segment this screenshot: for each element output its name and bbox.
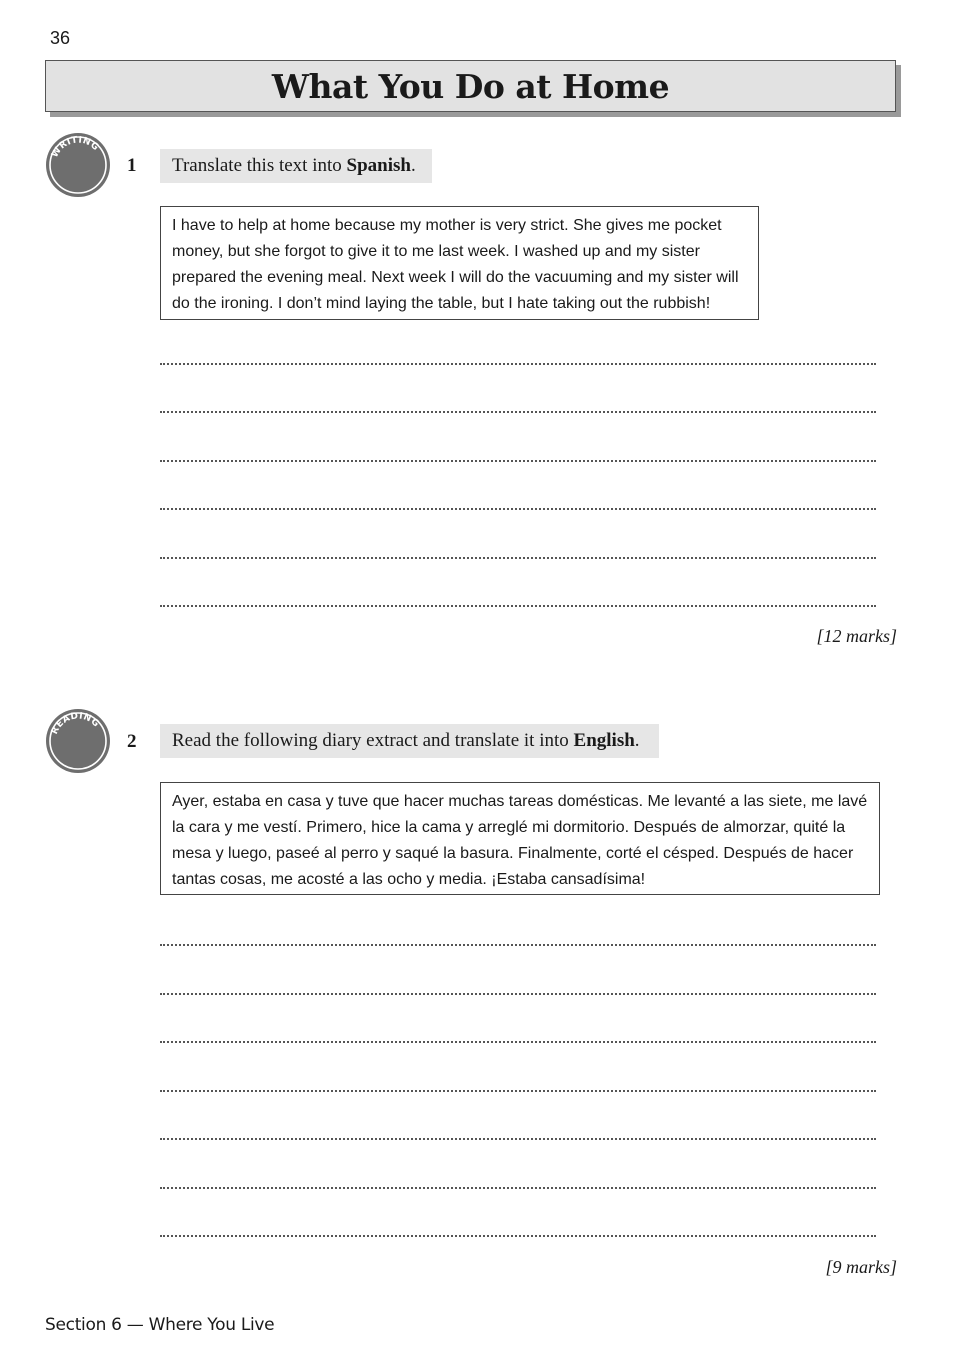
- source-text-box: Ayer, estaba en casa y tuve que hacer muchas tareas domésticas. Me levanté a las siete, me lavé la cara y me vestí. Primero, hice la cama y arreglé mi dormitorio. Después de almorzar, quité la mesa y luego, paseé al perro y saqué la basura. Finalmente, corté el césped. Después de hacer tantas cosas, me acosté a las ocho y media. ¡Estaba cansadísima!: [160, 782, 880, 895]
- question-number: 1: [127, 155, 137, 176]
- answer-line[interactable]: [160, 1235, 876, 1237]
- answer-line[interactable]: [160, 460, 876, 462]
- question-instruction: Read the following diary extract and translate it into English.: [160, 724, 659, 758]
- title-banner: [45, 60, 896, 112]
- question-instruction: Translate this text into Spanish.: [160, 149, 432, 183]
- answer-line[interactable]: [160, 605, 876, 607]
- answer-line[interactable]: [160, 411, 876, 413]
- page-number: 36: [50, 28, 71, 48]
- writing-badge-icon: [45, 132, 111, 198]
- section-footer: Section 6 — Where You Live: [45, 1315, 275, 1335]
- answer-line[interactable]: [160, 557, 876, 559]
- reading-badge-icon: [45, 708, 111, 774]
- badge-label: READING: [49, 711, 101, 737]
- source-text-box: I have to help at home because my mother is very strict. She gives me pocket money, but she forgot to give it to me last week. I washed up and my sister prepared the evening meal. Next week I will do the vacuuming and my sister will do the ironing. I don’t mind laying the table, but I hate taking out the rubbish!: [160, 206, 759, 320]
- answer-line[interactable]: [160, 1187, 876, 1189]
- answer-line[interactable]: [160, 993, 876, 995]
- marks-label: [12 marks]: [816, 626, 897, 646]
- marks-label: [9 marks]: [825, 1257, 897, 1277]
- answer-line[interactable]: [160, 363, 876, 365]
- badge-label: WRITING: [50, 135, 101, 160]
- answer-line[interactable]: [160, 1041, 876, 1043]
- answer-line[interactable]: [160, 1090, 876, 1092]
- answer-line[interactable]: [160, 944, 876, 946]
- question-number: 2: [127, 731, 137, 752]
- answer-line[interactable]: [160, 508, 876, 510]
- page-title: What You Do at Home: [271, 66, 670, 106]
- answer-line[interactable]: [160, 1138, 876, 1140]
